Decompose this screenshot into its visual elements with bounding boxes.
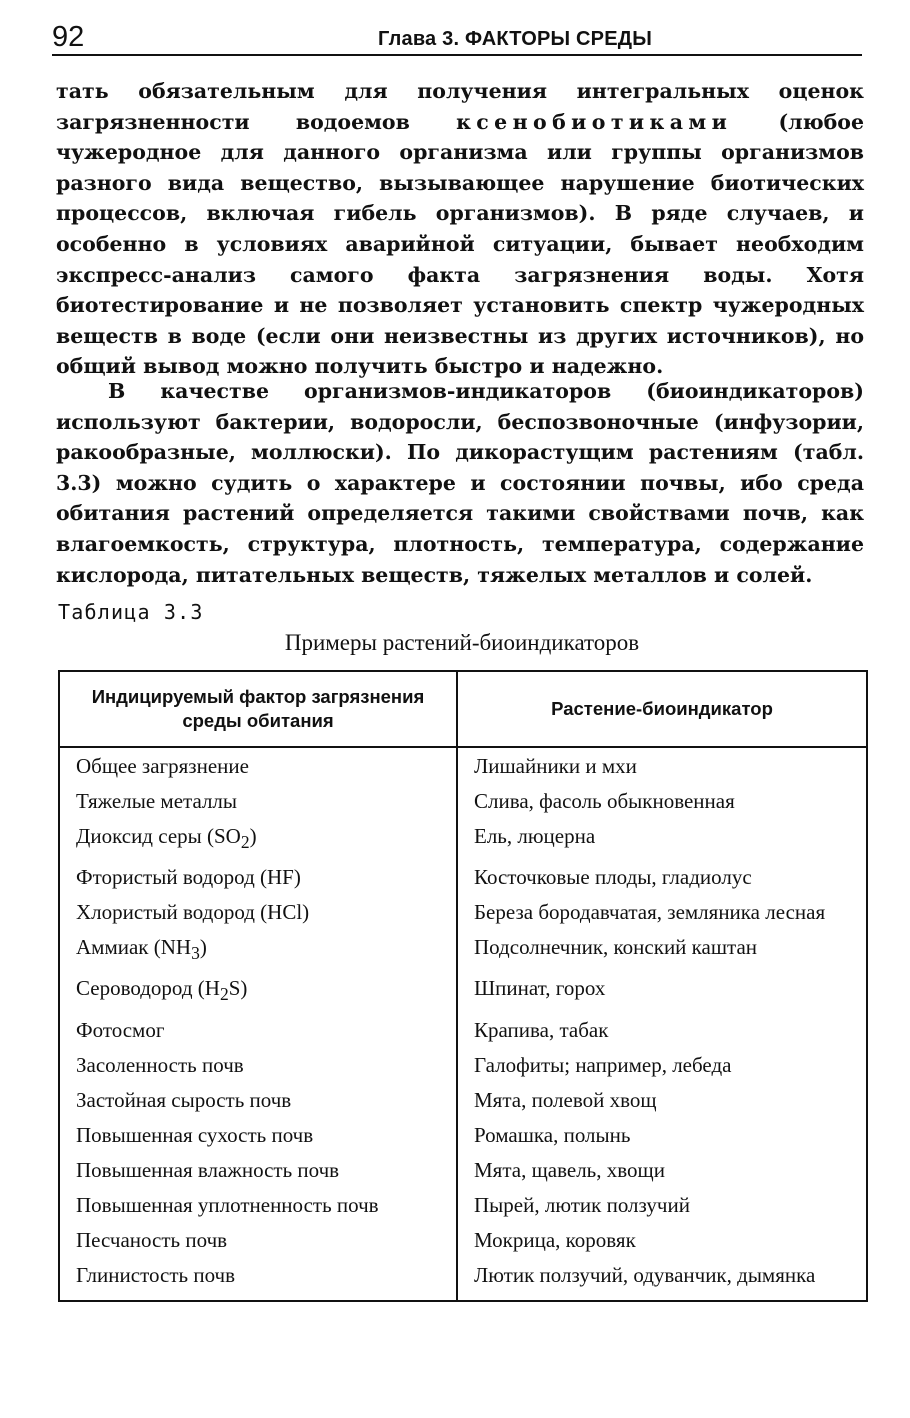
plant-cell: Лютик ползучий, одуванчик, дымянка — [457, 1257, 867, 1301]
factor-cell: Повышенная сухость почв — [59, 1117, 457, 1152]
table-row — [59, 859, 867, 894]
table-row — [59, 747, 867, 783]
table-row — [59, 783, 867, 818]
table-row — [59, 970, 867, 1011]
plant-cell: Косточковые плоды, гладиолус — [457, 859, 867, 894]
factor-cell: Тяжелые металлы — [59, 783, 457, 818]
paragraph-2: В качестве организмов-индикаторов (биоиндикаторов) используют бактерии, водоросли, беспозвоночные (инфузории, ракообразные, моллюски). По дикорастущим растениям (табл. 3.3) можно судить о характере и состоянии почвы, ибо среда обитания растений определяется такими свойствами почв, как влагоемкость, структура, плотность, температура, содержание кислорода, питательных веществ, тяжелых металлов и солей. — [56, 379, 864, 587]
plant-cell: Мята, щавель, хвощи — [457, 1152, 867, 1187]
bioindicator-table — [58, 670, 868, 1302]
table-header-row — [59, 671, 867, 747]
factor-text-end: S) — [228, 976, 248, 1001]
factor-cell: Глинистость почв — [59, 1257, 457, 1301]
plant-cell: Галофиты; например, лебеда — [457, 1047, 867, 1082]
factor-cell: Хлористый водород (HCl) — [59, 894, 457, 929]
table-row — [59, 1257, 867, 1301]
plant-cell: Мята, полевой хвощ — [457, 1082, 867, 1117]
paragraph-1-text-b: (любое чужеродное для данного организма или группы организмов разного вида вещество, вызывающее нарушение биотических процессов, включая гибель организмов). В ряде случаев, и особенно в условиях аварийной ситуации, бывает необходим экспресс-анализ самого факта загрязнения воды. Хотя биотестирование и не позволяет установить спектр чужеродных веществ в воде (если они неизвестны из других источников), но общий вывод можно получить быстро и надежно. — [56, 109, 865, 379]
table-row — [59, 1152, 867, 1187]
paragraph-1 — [56, 76, 864, 382]
factor-cell — [59, 970, 457, 1011]
factor-text: Диоксид серы (SO — [76, 824, 241, 848]
factor-cell: Засоленность почв — [59, 1047, 457, 1082]
table-title: Примеры растений-биоиндикаторов — [284, 630, 640, 655]
header-factor: Индицируемый фактор загрязнения среды обитания — [59, 671, 457, 747]
table-row — [59, 1082, 867, 1117]
factor-text-end: ) — [199, 935, 207, 960]
table-row — [59, 1222, 867, 1257]
factor-cell: Застойная сырость почв — [59, 1082, 457, 1117]
plant-cell: Крапива, табак — [457, 1012, 867, 1047]
table-row — [59, 818, 867, 859]
page-header — [52, 22, 862, 56]
plant-cell: Подсолнечник, конский каштан — [457, 929, 867, 970]
header-plant: Растение-биоиндикатор — [457, 671, 867, 747]
running-title: Глава 3. ФАКТОРЫ СРЕДЫ — [378, 28, 652, 50]
factor-cell — [59, 929, 457, 970]
subscript: 2 — [240, 832, 250, 853]
plant-cell: Шпинат, горох — [457, 970, 867, 1011]
plant-cell: Пырей, лютик ползучий — [457, 1187, 867, 1222]
factor-cell — [59, 818, 457, 859]
table-row — [59, 1012, 867, 1047]
factor-cell: Песчаность почв — [59, 1222, 457, 1257]
factor-cell: Общее загрязнение — [59, 747, 457, 783]
plant-cell: Лишайники и мхи — [457, 747, 867, 783]
table-row — [59, 929, 867, 970]
factor-cell: Повышенная влажность почв — [59, 1152, 457, 1187]
factor-text: Аммиак (NH — [76, 935, 192, 960]
plant-cell: Ромашка, полынь — [457, 1117, 867, 1152]
emphasized-term: ксенобиотиками — [456, 109, 733, 134]
paragraph-1-text-a: тать обязательным для получения интегральных оценок загрязненности водоемов — [56, 79, 864, 134]
factor-cell: Повышенная уплотненность почв — [59, 1187, 457, 1222]
subscript: 2 — [219, 984, 229, 1005]
factor-text: Сероводород (H — [76, 976, 220, 1001]
table-label: Таблица 3.3 — [58, 600, 204, 624]
table-row — [59, 1117, 867, 1152]
page-number: 92 — [52, 21, 85, 53]
plant-cell: Береза бородавчатая, земляника лесная — [457, 894, 867, 929]
factor-cell: Фтористый водород (HF) — [59, 859, 457, 894]
subscript: 3 — [191, 943, 200, 964]
plant-cell: Ель, люцерна — [457, 818, 867, 859]
plant-cell: Слива, фасоль обыкновенная — [457, 783, 867, 818]
plant-cell: Мокрица, коровяк — [457, 1222, 867, 1257]
table-row — [59, 894, 867, 929]
table-row — [59, 1047, 867, 1082]
factor-text-end: ) — [249, 824, 257, 848]
table-row — [59, 1187, 867, 1222]
factor-cell: Фотосмог — [59, 1012, 457, 1047]
